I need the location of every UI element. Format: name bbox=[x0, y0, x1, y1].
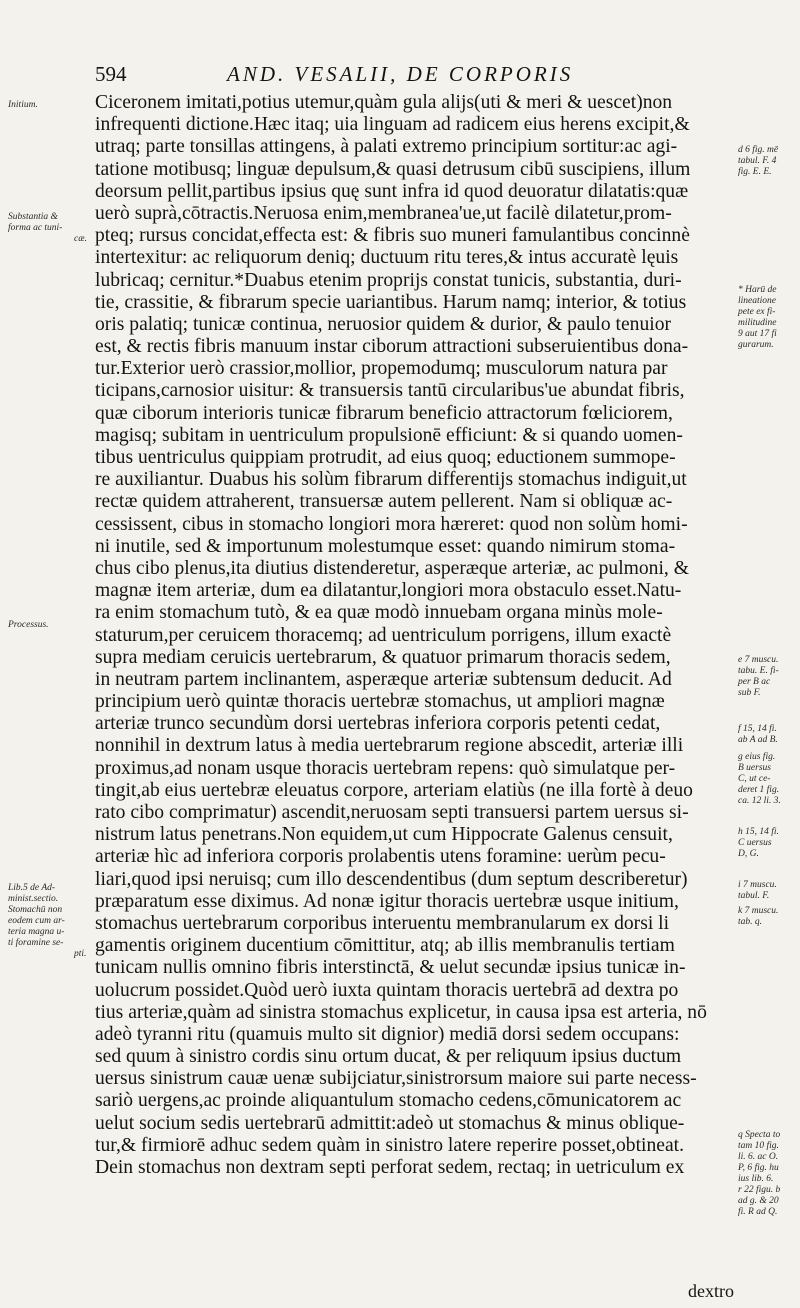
note-line: B uersus bbox=[738, 763, 771, 773]
text-line: tur.Exterior uerò crassior,mollior, propemodumq; musculorum natura par bbox=[95, 358, 668, 380]
margin-note-e bbox=[738, 655, 800, 699]
margin-note-k bbox=[738, 906, 800, 928]
margin-note-h bbox=[738, 827, 800, 860]
text-line bbox=[95, 1201, 740, 1223]
text-line: intertexitur: ac reliquorum deniq; ductuum ritu teres,& intus accuratè lęuis bbox=[95, 247, 679, 269]
text-line: uersus sinistrum cauæ uenæ subijciatur,sinistrorsum maiore sui parte necess- bbox=[95, 1068, 697, 1090]
note-line: ti foramine se- bbox=[8, 938, 64, 948]
margin-note-initium bbox=[8, 100, 94, 111]
margin-note-lib5 bbox=[8, 883, 94, 960]
text-line: tie, crassitie, & fibrarum specie uariantibus. Harum namq; interior, & totius bbox=[95, 291, 687, 313]
text-line: Dein stomachus non dextram septi perforat sedem, rectaq; in uetriculum ex bbox=[95, 1157, 685, 1178]
note-line: ad g. & 20 bbox=[738, 1196, 779, 1206]
note-line: tam 10 fig. bbox=[738, 1141, 779, 1151]
text-line: pteq; rursus concidat,effecta est: & fibris suo muneri famulantibus concinnè bbox=[95, 225, 690, 247]
note-line: fig. E. E. bbox=[738, 167, 772, 177]
text-line: uerò suprà,cōtractis.Neruosa enim,membranea'ue,ut facilè dilatetur,prom- bbox=[95, 202, 672, 224]
main-text-block bbox=[95, 92, 740, 1224]
text-line: magisq; subitam in uentriculum propulsionē efficiunt: & si quando uomen- bbox=[95, 424, 683, 446]
note-line: cæ. bbox=[74, 234, 87, 244]
text-line: rato cibo comprimatur) ascendit,neruosam septi transuersi partem uersus si- bbox=[95, 802, 689, 823]
margin-note-star bbox=[738, 285, 800, 351]
text-line: infrequenti dictione.Hæc itaq; uia linguam ad radicem eius herens excipit,& bbox=[95, 114, 690, 136]
note-line: * Harū de bbox=[738, 285, 777, 295]
text-line: deorsum pellit,partibus ipsius quę sunt infra id quod deuoratur dilatatis:quæ bbox=[95, 180, 689, 202]
text-line: tingit,ab eius uertebræ eleuatus corpore, arteriam elatiùs (ne illa fortè à deuo bbox=[95, 779, 693, 801]
note-line: C uersus bbox=[738, 838, 772, 848]
margin-note-d bbox=[738, 145, 800, 178]
note-line: e 7 muscu. bbox=[738, 655, 779, 665]
text-line: nistrum latus penetrans.Non equidem,ut cum Hippocrate Galenus censuit, bbox=[95, 824, 673, 846]
text-line: tunicam nullis omnino fibris interstinctā, & uelut secundæ ipsius tunicæ in- bbox=[95, 957, 686, 979]
text-line: adeò tyranni ritu (quamuis multo sit dignior) mediā dorsi sedem occupans: bbox=[95, 1023, 680, 1045]
text-line: principium uerò quintæ thoracis uertebræ stomachus, ut ampliori magnæ bbox=[95, 691, 665, 713]
note-line: per B ac bbox=[738, 677, 771, 687]
note-line: pete ex fi- bbox=[738, 307, 776, 317]
note-line: C, ut ce- bbox=[738, 774, 771, 784]
note-line: i 7 muscu. bbox=[738, 880, 777, 890]
text-line: ticipans,carnosior uisitur: & transuersis tantū circularibus'ue abundat fibris, bbox=[95, 380, 685, 402]
note-line: ab A ad B. bbox=[738, 735, 778, 745]
text-line: præparatum esse diximus. Ad nonæ igitur thoracis uertebræ usque initium, bbox=[95, 890, 679, 912]
note-line: Stomachū non bbox=[8, 905, 63, 915]
catchword: dextro bbox=[688, 1281, 734, 1301]
text-line: gamentis originem ducentium cōmittitur, atq; ab illis membranulis tertiam bbox=[95, 935, 675, 957]
note-line: f 15, 14 fi. bbox=[738, 724, 777, 734]
note-line: minist.sectio. bbox=[8, 894, 59, 904]
text-line: ni inutile, sed & importunum molestumque esset: quando nimirum stoma- bbox=[95, 535, 676, 557]
note-line: tab. q. bbox=[738, 917, 763, 927]
text-line: arteriæ trunco secundùm dorsi uertebras inferiora corporis petenti cedat, bbox=[95, 713, 661, 735]
text-line: cessissent, cibus in stomacho longiori mora hæreret: quod non solùm homi- bbox=[95, 513, 688, 535]
note-line: Initium. bbox=[8, 100, 38, 110]
text-line: magnæ item arteriæ, dum ea dilatantur,longiori mora obstaculo esset.Natu- bbox=[95, 580, 682, 602]
text-line: rectæ quidem attraherent, transuersæ autem pellerent. Nam si obliquæ ac- bbox=[95, 491, 673, 513]
note-line: sub F. bbox=[738, 688, 761, 698]
note-line: r 22 figu. b bbox=[738, 1185, 781, 1195]
text-line: uelut socium sedis uertebrarū admittit:adeò ut stomachus & minus oblique- bbox=[95, 1112, 685, 1134]
note-line: ius lib. 6. bbox=[738, 1174, 774, 1184]
note-line: teria magna u- bbox=[8, 927, 65, 937]
note-line: P, 6 fig. hu bbox=[738, 1163, 779, 1173]
text-line: Ciceronem imitati,potius utemur,quàm gula alijs(uti & meri & uescet)non bbox=[95, 92, 673, 113]
text-line: tibus uentriculus quippiam protrudit, ad eius quoq; eductionem summope- bbox=[95, 447, 676, 468]
text-line: staturum,per ceruicem thoracemq; ad uentriculum porrigens, illum exactè bbox=[95, 624, 672, 646]
running-header bbox=[95, 62, 735, 88]
text-line: liari,quod ipsi neruisq; cum illo descendentibus (dum septum describeretur) bbox=[95, 868, 688, 890]
text-line: supra mediam ceruicis uertebrarum, & quatuor primarum thoracis sedem, bbox=[95, 646, 671, 668]
text-line: proximus,ad nonam usque thoracis uertebram repens: quò simulatque per- bbox=[95, 757, 676, 779]
text-line: tius arteriæ,quàm ad sinistra stomachus explicetur, in causa ipsa est arteria, nō bbox=[95, 1001, 707, 1023]
text-line: ra enim stomachum tutò, & ea quæ modò innuebam organa minùs mole- bbox=[95, 602, 663, 624]
text-line bbox=[95, 1179, 740, 1201]
margin-note-processus bbox=[8, 620, 94, 631]
note-line: tabu. E. fi- bbox=[738, 666, 779, 676]
text-line: re auxiliantur. Duabus his solùm fibrarum differentijs stomachus indiguit,ut bbox=[95, 469, 687, 491]
text-line: tur,& firmiorē adhuc sedem quàm in sinistro latere reperire posset,obtineat. bbox=[95, 1134, 685, 1156]
note-line: gurarum. bbox=[738, 340, 774, 350]
note-line: forma ac tuni- bbox=[8, 223, 63, 233]
note-line: Substantia & bbox=[8, 212, 58, 222]
note-line: Lib.5 de Ad- bbox=[8, 883, 56, 893]
note-line: g eius fig. bbox=[738, 752, 776, 762]
text-line: est, & rectis fibris manuum instar ciborum attractioni subseruientibus dona- bbox=[95, 336, 689, 358]
text-line: arteriæ hìc ad inferiora corporis prolabentis utens foramine: uerùm pecu- bbox=[95, 846, 666, 868]
page-number: 594 bbox=[95, 62, 127, 86]
text-line: quæ ciborum interioris tunicæ fibrarum beneficio attractorum fœliciorem, bbox=[95, 402, 673, 424]
note-line: Processus. bbox=[8, 620, 49, 630]
note-line: h 15, 14 fi. bbox=[738, 827, 779, 837]
note-line: li. 6. ac O. bbox=[738, 1152, 779, 1162]
note-line: pti. bbox=[74, 949, 87, 959]
margin-note-f bbox=[738, 724, 800, 746]
note-line: d 6 fig. mē bbox=[738, 145, 779, 155]
note-line: deret 1 fig. bbox=[738, 785, 780, 795]
text-line: lubricaq; cernitur.*Duabus etenim proprijs constat tunicis, substantia, duri- bbox=[95, 269, 682, 291]
text-line: in neutram partem inclinantem, asperæque arteriæ subtensum deducit. Ad bbox=[95, 668, 672, 690]
note-line: q Specta to bbox=[738, 1130, 781, 1140]
note-line: 9 aut 17 fi bbox=[738, 329, 777, 339]
note-line: fi. R ad Q. bbox=[738, 1207, 778, 1217]
note-line: lineatione bbox=[738, 296, 776, 306]
text-line: sariò uergens,ac proinde aliquantulum stomacho cedens,cōmunicatorem ac bbox=[95, 1090, 682, 1112]
note-line: tabul. F. bbox=[738, 891, 770, 901]
margin-note-g bbox=[738, 752, 800, 807]
text-line: oris palatiq; tunicæ continua, neruosior quidem & durior, & paulo tenuior bbox=[95, 313, 672, 335]
text-line: uolucrum possidet.Quòd uerò iuxta quintam thoracis uertebrā ad dextra po bbox=[95, 979, 679, 1001]
margin-note-q bbox=[738, 1130, 800, 1218]
text-line: nonnihil in dextrum latus à media uertebrarum regione abscedit, arteriæ illi bbox=[95, 735, 684, 757]
running-title: AND. VESALII, DE CORPORIS bbox=[227, 62, 574, 86]
text-line: utraq; parte tonsillas attingens, à palati extremo principium sortitur:ac agi- bbox=[95, 136, 678, 158]
note-line: D, G. bbox=[738, 849, 759, 859]
note-line: eodem cum ar- bbox=[8, 916, 65, 926]
margin-note-i bbox=[738, 880, 800, 902]
text-line: chus cibo plenus,ita diutius distenderetur, asperæque arteriæ, ac pulmoni, & bbox=[95, 557, 689, 579]
note-line: k 7 muscu. bbox=[738, 906, 779, 916]
note-line: ca. 12 li. 3. bbox=[738, 796, 781, 806]
text-line: sed quum à sinistro cordis sinu ortum ducat, & per reliquum ipsius ductum bbox=[95, 1046, 682, 1068]
note-line: tabul. F. 4 bbox=[738, 156, 777, 166]
note-line: militudine bbox=[738, 318, 777, 328]
text-line: tatione motibusq; linguæ depulsum,& quasi detrusum cibū suscipiens, illum bbox=[95, 158, 691, 180]
margin-note-substantia bbox=[8, 212, 94, 245]
text-line: stomachus uertebrarum corporibus interuentu membranularum ex dorsi li bbox=[95, 912, 670, 934]
